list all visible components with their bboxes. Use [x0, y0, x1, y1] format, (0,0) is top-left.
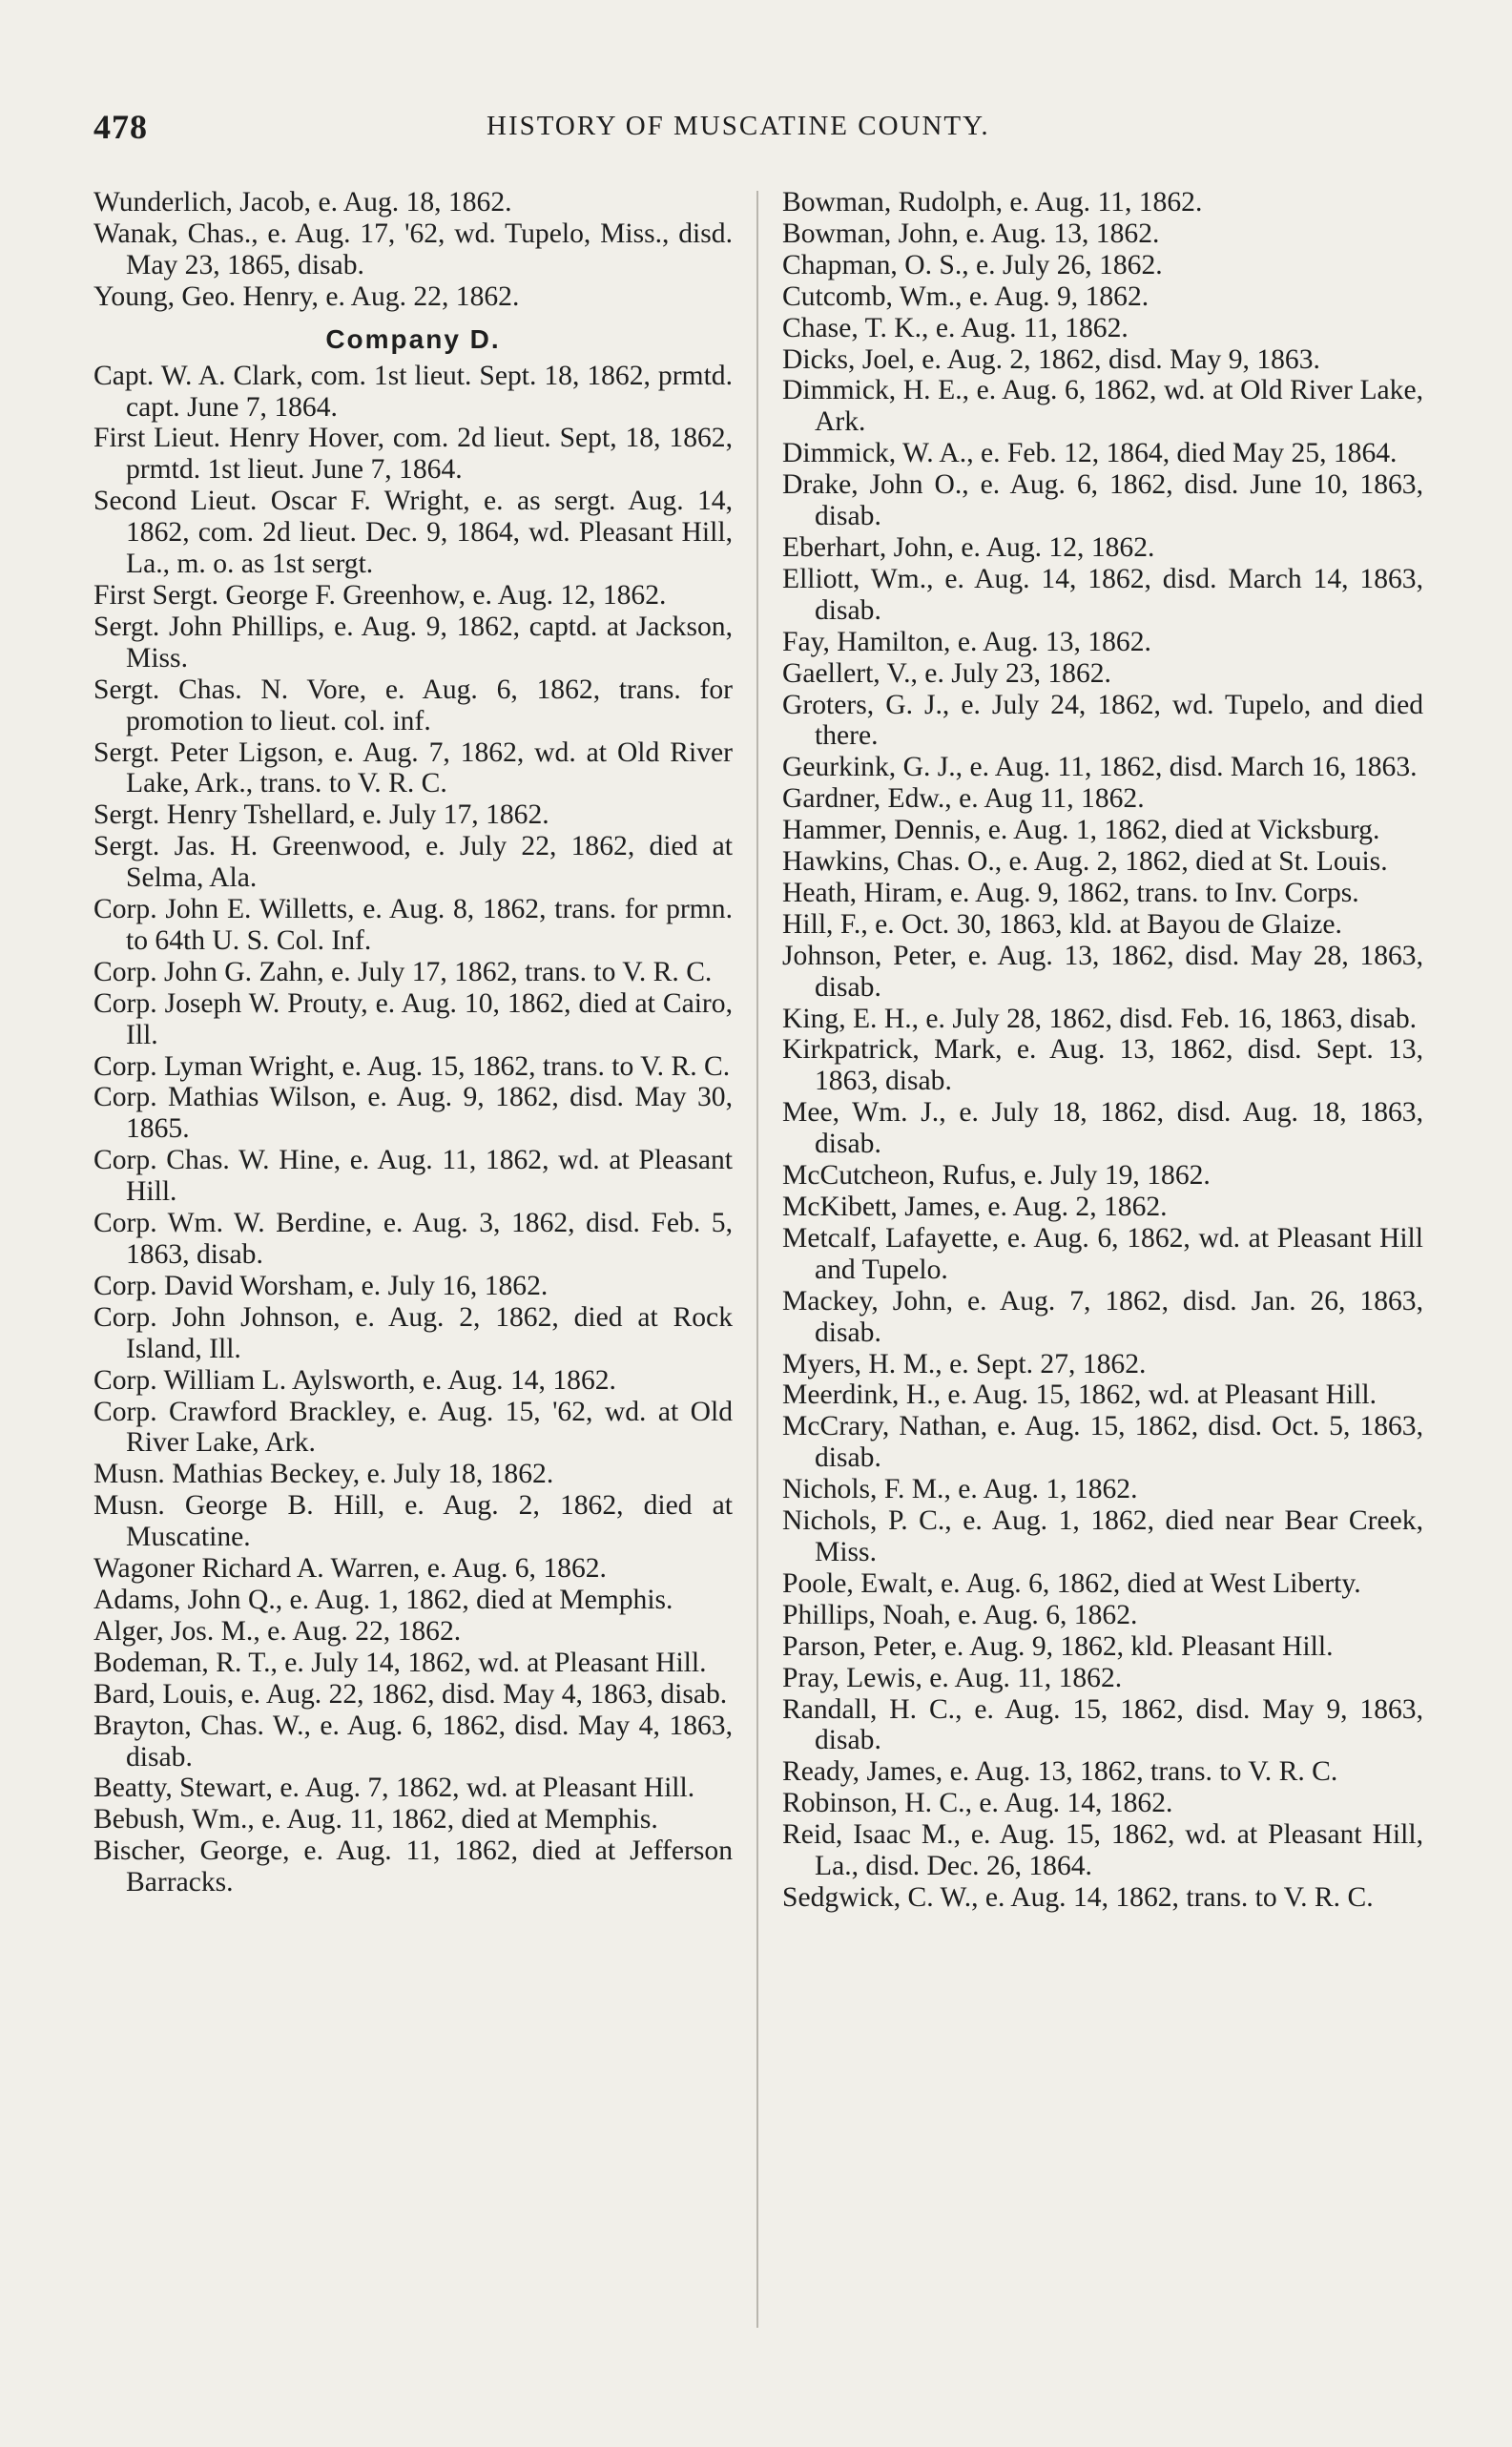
- roster-entry: Alger, Jos. M., e. Aug. 22, 1862.: [93, 1615, 462, 1647]
- roster-entry: Groters, G. J., e. July 24, 1862, wd. Tupelo, and died there.: [782, 689, 1423, 752]
- roster-entry: Meerdink, H., e. Aug. 15, 1862, wd. at Pleasant Hill.: [782, 1379, 1377, 1411]
- roster-entry: Eberhart, John, e. Aug. 12, 1862.: [782, 531, 1155, 563]
- roster-entry: Corp. Crawford Brackley, e. Aug. 15, '62, wd. at Old River Lake, Ark.: [93, 1396, 733, 1459]
- roster-entry: Bischer, George, e. Aug. 11, 1862, died at Jefferson Barracks.: [93, 1835, 733, 1898]
- roster-entry: Bebush, Wm., e. Aug. 11, 1862, died at Memphis.: [93, 1804, 658, 1835]
- roster-entry: McKibett, James, e. Aug. 2, 1862.: [782, 1192, 1168, 1222]
- roster-entry: Corp. John Johnson, e. Aug. 2, 1862, died at Rock Island, Ill.: [93, 1301, 733, 1364]
- roster-entry: Corp. John G. Zahn, e. July 17, 1862, trans. to V. R. C.: [93, 956, 713, 987]
- roster-entry: Cutcomb, Wm., e. Aug. 9, 1862.: [782, 280, 1150, 312]
- roster-entry: Beatty, Stewart, e. Aug. 7, 1862, wd. at Pleasant Hill.: [93, 1773, 695, 1804]
- roster-entry: Dicks, Joel, e. Aug. 2, 1862, disd. May 9, 1863.: [782, 343, 1320, 375]
- roster-entry: Bodeman, R. T., e. July 14, 1862, wd. at Pleasant Hill.: [93, 1647, 707, 1678]
- entries-after-heading: [93, 361, 733, 1898]
- roster-entry: Nichols, P. C., e. Aug. 1, 1862, died near Bear Creek, Miss.: [782, 1505, 1423, 1567]
- roster-entry: Corp. Wm. W. Berdine, e. Aug. 3, 1862, disd. Feb. 5, 1863, disab.: [93, 1208, 733, 1270]
- roster-entry: Sedgwick, C. W., e. Aug. 14, 1862, trans. to V. R. C.: [782, 1881, 1374, 1913]
- roster-entry: Wagoner Richard A. Warren, e. Aug. 6, 1862.: [93, 1553, 607, 1585]
- roster-entry: Pray, Lewis, e. Aug. 11, 1862.: [782, 1662, 1123, 1693]
- roster-entry: Randall, H. C., e. Aug. 15, 1862, disd. May 9, 1863, disab.: [782, 1693, 1423, 1756]
- entries-before-heading: [93, 187, 733, 313]
- roster-entry: Dimmick, W. A., e. Feb. 12, 1864, died May 25, 1864.: [782, 438, 1398, 469]
- roster-entry: Corp. William L. Aylsworth, e. Aug. 14, 1862.: [93, 1364, 616, 1396]
- roster-entry: Reid, Isaac M., e. Aug. 15, 1862, wd. at Pleasant Hill, La., disd. Dec. 26, 1864.: [782, 1819, 1423, 1882]
- left-column: [93, 187, 733, 1898]
- roster-entry: Sergt. Chas. N. Vore, e. Aug. 6, 1862, trans. for promotion to lieut. col. inf.: [93, 674, 733, 736]
- roster-entry: Corp. David Worsham, e. July 16, 1862.: [93, 1270, 549, 1301]
- roster-entry: Brayton, Chas. W., e. Aug. 6, 1862, disd. May 4, 1863, disab.: [93, 1710, 733, 1773]
- roster-entry: Elliott, Wm., e. Aug. 14, 1862, disd. March 14, 1863, disab.: [782, 563, 1423, 626]
- roster-entry: Second Lieut. Oscar F. Wright, e. as sergt. Aug. 14, 1862, com. 2d lieut. Dec. 9, 1864, wd. Pleasant Hill, La., m. o. as 1st sergt.: [93, 486, 733, 580]
- roster-entry: McCrary, Nathan, e. Aug. 15, 1862, disd. Oct. 5, 1863, disab.: [782, 1411, 1423, 1474]
- roster-entry: Corp. Lyman Wright, e. Aug. 15, 1862, trans. to V. R. C.: [93, 1050, 731, 1082]
- roster-entry: Sergt. Jas. H. Greenwood, e. July 22, 1862, died at Selma, Ala.: [93, 831, 733, 894]
- roster-entry: Sergt. John Phillips, e. Aug. 9, 1862, captd. at Jackson, Miss.: [93, 611, 733, 674]
- roster-entry: Ready, James, e. Aug. 13, 1862, trans. to V. R. C.: [782, 1756, 1338, 1788]
- roster-entry: Wanak, Chas., e. Aug. 17, '62, wd. Tupelo, Miss., disd. May 23, 1865, disab.: [93, 218, 733, 280]
- roster-entry: Johnson, Peter, e. Aug. 13, 1862, disd. May 28, 1863, disab.: [782, 940, 1423, 1003]
- roster-entry: King, E. H., e. July 28, 1862, disd. Feb. 16, 1863, disab.: [782, 1003, 1418, 1034]
- page-number: 478: [93, 108, 148, 146]
- roster-entry: Hammer, Dennis, e. Aug. 1, 1862, died at Vicksburg.: [782, 815, 1380, 846]
- roster-entry: Poole, Ewalt, e. Aug. 6, 1862, died at West Liberty.: [782, 1567, 1361, 1599]
- roster-entry: First Sergt. George F. Greenhow, e. Aug. 12, 1862.: [93, 579, 667, 611]
- roster-entry: Gardner, Edw., e. Aug 11, 1862.: [782, 783, 1145, 815]
- section-heading: Company D.: [325, 323, 501, 354]
- roster-entry: Myers, H. M., e. Sept. 27, 1862.: [782, 1348, 1147, 1379]
- roster-entry: Bard, Louis, e. Aug. 22, 1862, disd. May 4, 1863, disab.: [93, 1678, 728, 1710]
- roster-entry: Capt. W. A. Clark, com. 1st lieut. Sept. 18, 1862, prmtd. capt. June 7, 1864.: [93, 360, 733, 423]
- roster-entry: Metcalf, Lafayette, e. Aug. 6, 1862, wd. at Pleasant Hill and Tupelo.: [782, 1222, 1423, 1285]
- roster-entry: Corp. John E. Willetts, e. Aug. 8, 1862, trans. for prmn. to 64th U. S. Col. Inf.: [93, 894, 733, 956]
- roster-entry: Kirkpatrick, Mark, e. Aug. 13, 1862, disd. Sept. 13, 1863, disab.: [782, 1034, 1423, 1097]
- roster-entry: Sergt. Peter Ligson, e. Aug. 7, 1862, wd. at Old River Lake, Ark., trans. to V. R. C.: [93, 736, 733, 799]
- roster-entry: Adams, John Q., e. Aug. 1, 1862, died at Memphis.: [93, 1584, 673, 1615]
- roster-entry: Chase, T. K., e. Aug. 11, 1862.: [782, 312, 1129, 343]
- roster-entry: Bowman, John, e. Aug. 13, 1862.: [782, 218, 1160, 249]
- roster-entry: Gaellert, V., e. July 23, 1862.: [782, 657, 1111, 689]
- roster-entry: Hill, F., e. Oct. 30, 1863, kld. at Bayou de Glaize.: [782, 908, 1342, 940]
- roster-entry: McCutcheon, Rufus, e. July 19, 1862.: [782, 1160, 1211, 1192]
- roster-entry: Nichols, F. M., e. Aug. 1, 1862.: [782, 1474, 1138, 1505]
- roster-entry: Sergt. Henry Tshellard, e. July 17, 1862.: [93, 799, 549, 831]
- roster-entry: Corp. Mathias Wilson, e. Aug. 9, 1862, disd. May 30, 1865.: [93, 1082, 733, 1145]
- roster-entry: Drake, John O., e. Aug. 6, 1862, disd. June 10, 1863, disab.: [782, 469, 1423, 532]
- roster-entry: Corp. Joseph W. Prouty, e. Aug. 10, 1862, died at Cairo, Ill.: [93, 987, 733, 1050]
- roster-entry: Musn. Mathias Beckey, e. July 18, 1862.: [93, 1459, 554, 1490]
- right-column: [782, 187, 1423, 1914]
- roster-entry: Mackey, John, e. Aug. 7, 1862, disd. Jan. 26, 1863, disab.: [782, 1285, 1423, 1348]
- roster-entry: Hawkins, Chas. O., e. Aug. 2, 1862, died at St. Louis.: [782, 846, 1388, 878]
- page-header: [93, 107, 1429, 155]
- roster-entry: Wunderlich, Jacob, e. Aug. 18, 1862.: [93, 187, 512, 218]
- roster-entry: Bowman, Rudolph, e. Aug. 11, 1862.: [782, 187, 1203, 218]
- roster-entry: Dimmick, H. E., e. Aug. 6, 1862, wd. at Old River Lake, Ark.: [782, 375, 1423, 438]
- roster-entry: Young, Geo. Henry, e. Aug. 22, 1862.: [93, 280, 520, 312]
- right-entries: [782, 187, 1423, 1914]
- roster-entry: First Lieut. Henry Hover, com. 2d lieut. Sept, 18, 1862, prmtd. 1st lieut. June 7, 1864.: [93, 423, 733, 486]
- roster-entry: Geurkink, G. J., e. Aug. 11, 1862, disd. March 16, 1863.: [782, 752, 1418, 783]
- roster-entry: Heath, Hiram, e. Aug. 9, 1862, trans. to Inv. Corps.: [782, 877, 1359, 908]
- roster-entry: Robinson, H. C., e. Aug. 14, 1862.: [782, 1788, 1173, 1819]
- roster-entry: Mee, Wm. J., e. July 18, 1862, disd. Aug. 18, 1863, disab.: [782, 1097, 1423, 1160]
- roster-entry: Chapman, O. S., e. July 26, 1862.: [782, 249, 1163, 280]
- roster-entry: Phillips, Noah, e. Aug. 6, 1862.: [782, 1599, 1138, 1630]
- roster-entry: Musn. George B. Hill, e. Aug. 2, 1862, died at Muscatine.: [93, 1490, 733, 1553]
- roster-entry: Parson, Peter, e. Aug. 9, 1862, kld. Pleasant Hill.: [782, 1630, 1334, 1662]
- roster-entry: Fay, Hamilton, e. Aug. 13, 1862.: [782, 626, 1151, 657]
- running-title: HISTORY OF MUSCATINE COUNTY.: [487, 111, 990, 141]
- roster-entry: Corp. Chas. W. Hine, e. Aug. 11, 1862, wd. at Pleasant Hill.: [93, 1145, 733, 1208]
- column-divider: [756, 191, 758, 2328]
